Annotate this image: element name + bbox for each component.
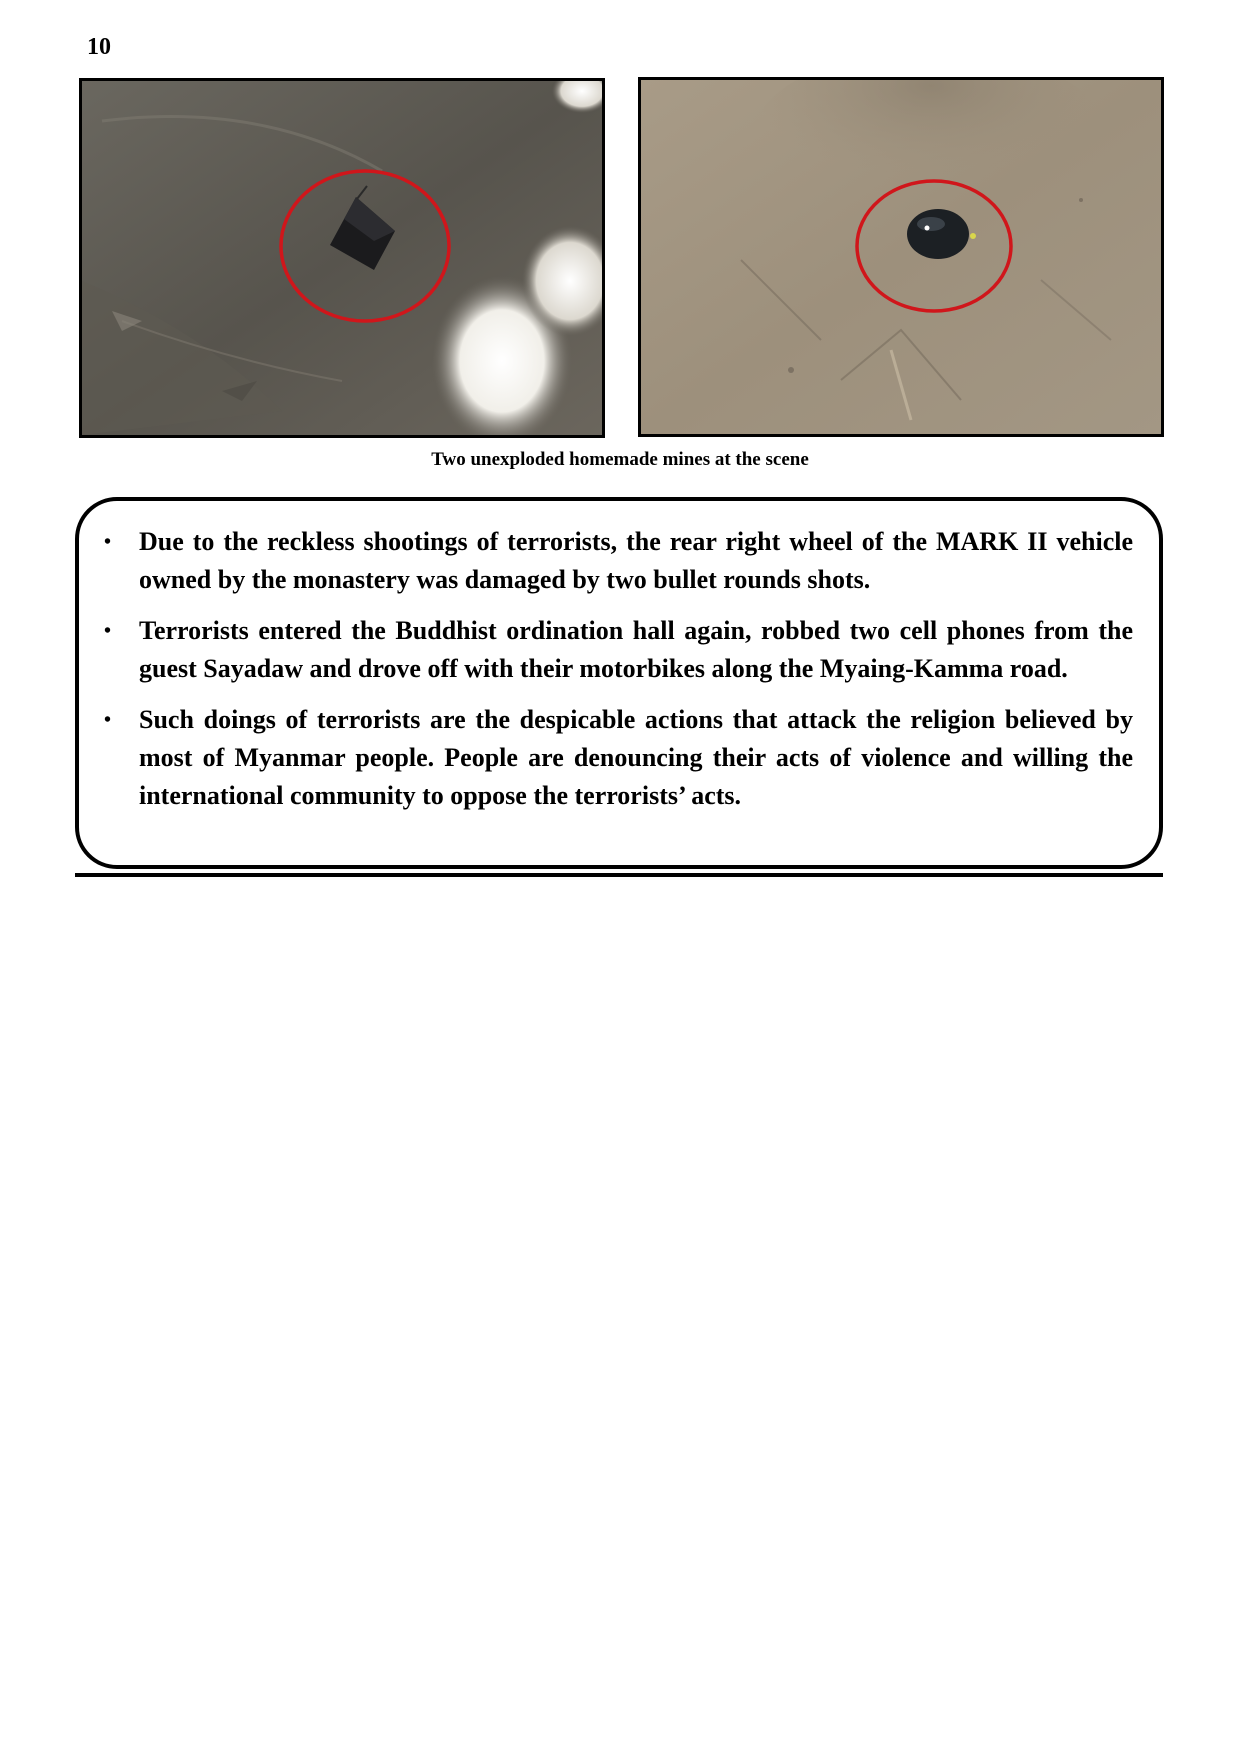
summary-box <box>75 497 1163 869</box>
oval-mine-photo-icon <box>641 80 1161 434</box>
mine-photo-right <box>638 77 1164 437</box>
bullet-text: Terrorists entered the Buddhist ordination hall again, robbed two cell phones from the guest Sayadaw and drove off with their motorbikes along the Myaing-Kamma road. <box>139 616 1133 683</box>
bullet-point <box>104 612 1133 688</box>
bullet-list <box>104 523 1133 815</box>
horizontal-rule <box>75 873 1163 877</box>
page-number: 10 <box>87 34 111 60</box>
bullet-text: Due to the reckless shootings of terrorists, the rear right wheel of the MARK II vehicle owned by the monastery was damaged by two bullet rounds shots. <box>139 527 1133 594</box>
square-mine-photo-icon <box>82 81 602 435</box>
figure-caption: Two unexploded homemade mines at the scene <box>431 449 809 470</box>
bullet-point <box>104 701 1133 815</box>
bullet-point <box>104 523 1133 599</box>
bullet-text: Such doings of terrorists are the despicable actions that attack the religion believed by most of Myanmar people. People are denouncing their acts of violence and willing the international community to oppose the terrorists’ acts. <box>139 705 1133 810</box>
bullet-icon: • <box>104 620 112 642</box>
mine-photo-left <box>79 78 605 438</box>
bullet-icon: • <box>104 531 112 553</box>
bullet-icon: • <box>104 709 112 731</box>
